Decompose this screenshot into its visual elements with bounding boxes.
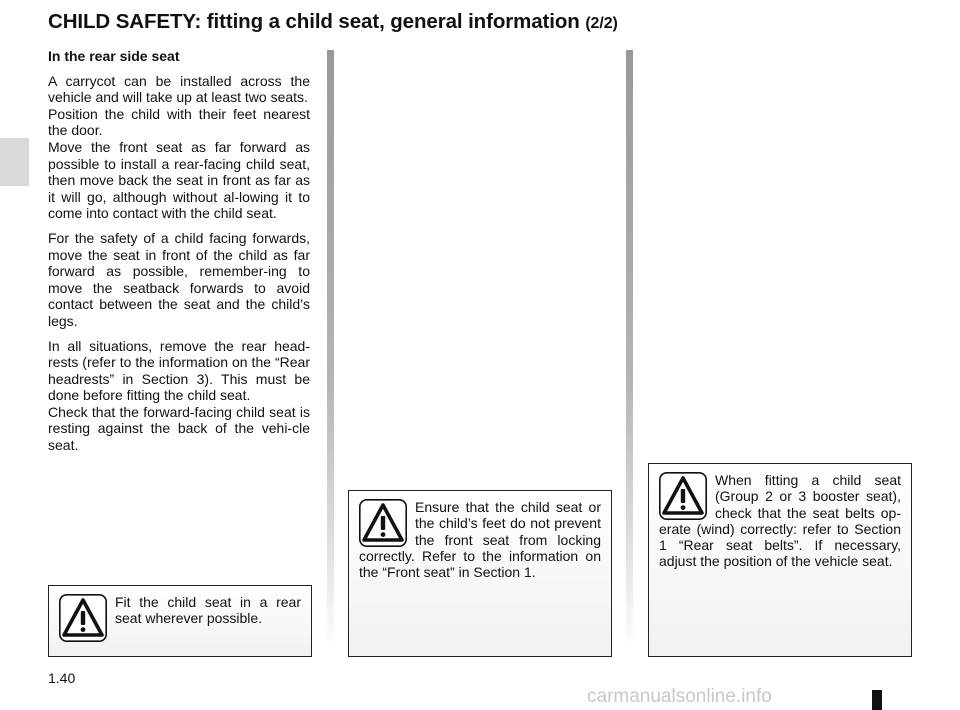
paragraph-headrests: In all situations, remove the rear head-rests (refer to the information on the “Rear headrests” in Section 3). This must be done before fitting the child seat. Check that the forward-facing child seat is resting against the back of the vehi-cle seat. — [48, 337, 310, 454]
paragraph-forward-facing: For the safety of a child facing forwards, move the seat in front of the child as far forward as possible, remember-ing to move the seatback forwards to avoid contact between the seat and the child’s legs. — [48, 229, 310, 329]
page-title — [48, 10, 618, 34]
warning-text: Ensure that the child seat or the child’s feet do not prevent the front seat from locking correctly. Refer to the information on the “Front seat” in Section 1. — [359, 499, 601, 581]
warning-text: Fit the child seat in a rear seat wherever possible. — [115, 594, 301, 627]
warning-triangle-icon — [359, 499, 407, 547]
paragraph-carrycot: A carrycot can be installed across the vehicle and will take up at least two seats. Position the child with their feet nearest the door. Move the front seat as far forward as possible to install a rear-facing child seat, then move back the seat in front as far as it will go, although without al-lowing it to come into contact with the child seat. — [48, 72, 310, 222]
warning-text: When fitting a child seat (Group 2 or 3 booster seat), check that the seat belts op-erate (wind) correctly: refer to Section 1 “Rear seat belts”. If necessary, adjust the position of the vehicle seat. — [659, 472, 901, 570]
warning-triangle-icon — [59, 594, 107, 642]
title-page-count: (2/2) — [585, 15, 618, 32]
section-heading: In the rear side seat — [48, 48, 180, 64]
column-divider — [327, 50, 334, 650]
column-divider — [626, 50, 633, 650]
warning-box-seat-belts — [648, 463, 912, 657]
title-text: CHILD SAFETY: fitting a child seat, general information — [48, 10, 580, 33]
watermark: carmanualsonline.info — [587, 686, 772, 707]
column-rear-side-seat — [48, 48, 310, 462]
page-number: 1.40 — [48, 670, 76, 686]
corner-mark — [872, 690, 882, 710]
warning-triangle-icon — [659, 472, 707, 520]
warning-box-rear-seat — [48, 585, 312, 657]
warning-box-front-seat — [348, 490, 612, 657]
section-tab — [0, 138, 29, 186]
